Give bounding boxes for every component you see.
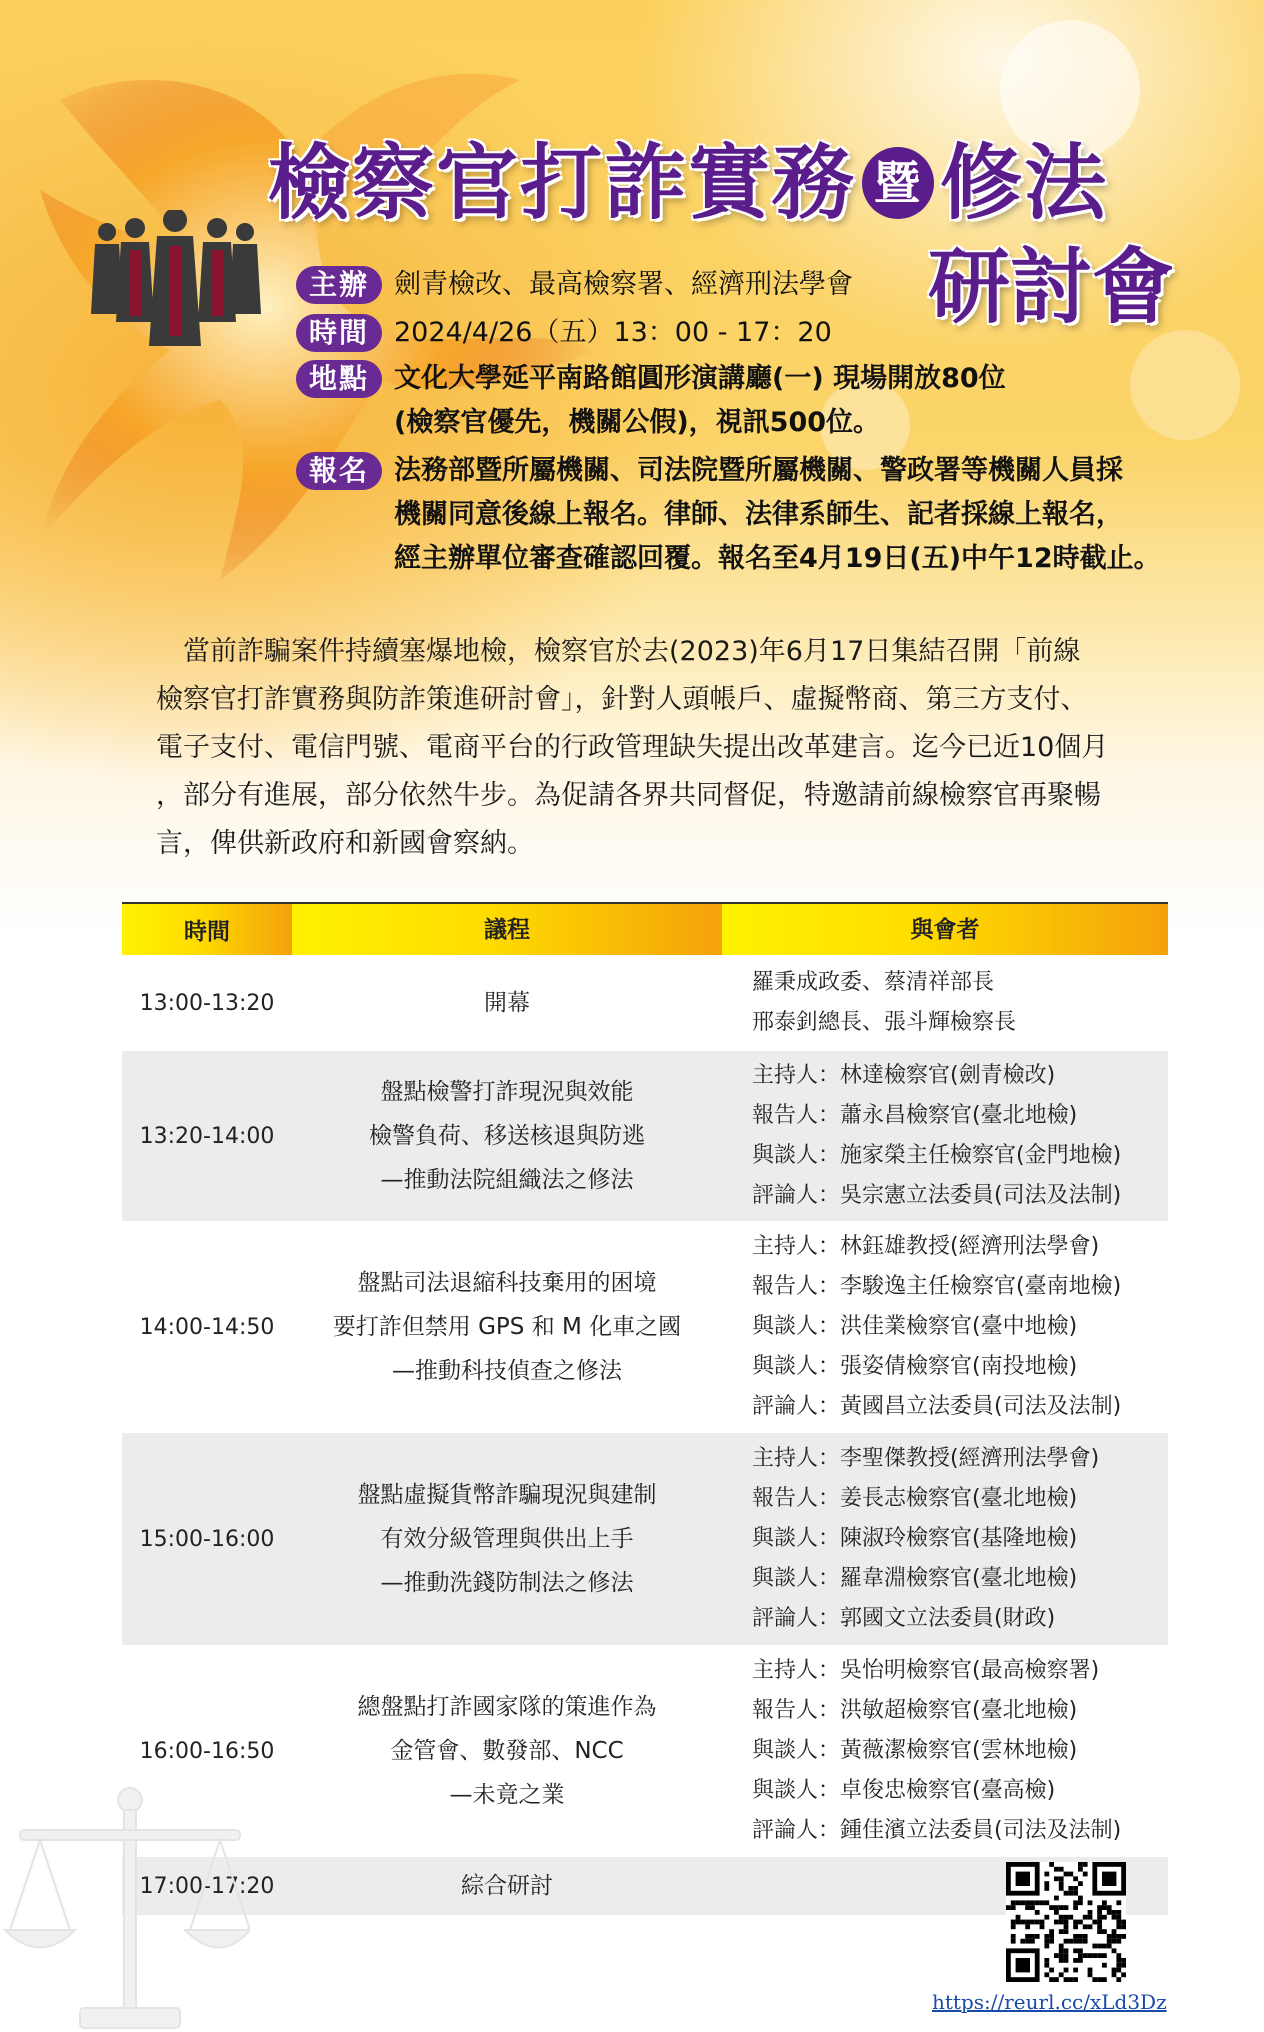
intro-line: 檢察官打詐實務與防詐策進研討會」，針對人頭帳戶、虛擬幣商、第三方支付、 [156,684,1088,715]
host-row [296,266,853,307]
topic-line: 盤點檢警打詐現況與效能 [380,1079,634,1105]
venue-line: 文化大學延平南路館圓形演講廳(一) 現場開放80位 [394,363,1006,394]
row-people [722,955,1168,1051]
intro-paragraph [156,628,1156,868]
row-topic [292,1857,722,1915]
person-line: 報告人：洪敏超檢察官(臺北地檢) [752,1698,1078,1723]
row-people [722,1645,1168,1857]
title-joint-badge: 暨 [862,147,934,219]
table-row [122,1051,1168,1221]
qr-code-icon [1006,1862,1126,1982]
person-line: 報告人：姜長志檢察官(臺北地檢) [752,1486,1078,1511]
venue-tag: 地點 [296,360,382,398]
register-line: 機關同意後線上報名。律師、法律系師生、記者採線上報名， [394,499,1123,530]
person-line: 主持人：林鈺雄教授(經濟刑法學會) [752,1234,1100,1259]
topic-line: 綜合研討 [461,1873,553,1899]
person-line: 主持人：李聖傑教授(經濟刑法學會) [752,1446,1100,1471]
person-line: 與談人：洪佳業檢察官(臺中地檢) [752,1314,1078,1339]
venue-line: (檢察官優先，機關公假)，視訊500位。 [394,407,881,438]
row-topic [292,1645,722,1857]
topic-line: —推動科技偵查之修法 [392,1358,622,1384]
table-row [122,1221,1168,1433]
register-line: 經主辦單位審查確認回覆。報名至4月19日(五)中午12時截止。 [394,543,1161,574]
schedule-header-row [122,903,1168,955]
row-time: 14:00-14:50 [139,1314,275,1340]
person-line: 主持人：林達檢察官(劍青檢改) [752,1063,1056,1088]
topic-line: 金管會、數發部、NCC [390,1738,624,1764]
register-row [296,452,1161,581]
person-line: 與談人：張姿倩檢察官(南投地檢) [752,1354,1078,1379]
title-main-right: 修法 [940,136,1109,231]
venue-row [296,360,1006,445]
table-row [122,1433,1168,1645]
register-text [394,449,1161,581]
intro-line: ，部分有進展，部分依然牛步。為促請各界共同督促，特邀請前線檢察官再聚暢 [156,780,1101,811]
prosecutor-silhouettes [85,210,265,360]
header-people: 與會者 [722,903,1168,955]
row-time: 13:20-14:00 [122,1051,292,1221]
register-tag: 報名 [296,452,382,490]
time-row [296,314,832,355]
time-tag: 時間 [296,314,382,352]
topic-line: 總盤點打詐國家隊的策進作為 [357,1694,657,1720]
row-time: 15:00-16:00 [122,1433,292,1645]
row-people [722,1433,1168,1645]
person-line: 報告人：蕭永昌檢察官(臺北地檢) [752,1103,1078,1128]
intro-line: 當前詐騙案件持續塞爆地檢，檢察官於去(2023)年6月17日集結召開「前線 [156,636,1081,667]
registration-link[interactable]: https://reurl.cc/xLd3Dz [932,1990,1167,2014]
table-row [122,955,1168,1051]
person-line: 評論人：吳宗憲立法委員(司法及法制) [752,1183,1122,1208]
person-line: 報告人：李駿逸主任檢察官(臺南地檢) [752,1274,1122,1299]
header-topic: 議程 [292,903,722,955]
row-time: 16:00-16:50 [139,1738,275,1764]
row-time: 17:00-17:20 [122,1857,292,1915]
person-line: 評論人：郭國文立法委員(財政) [752,1606,1056,1631]
event-subtitle: 研討會 [928,240,1175,335]
topic-line: —未竟之業 [449,1782,565,1808]
row-time: 13:00-13:20 [139,990,275,1016]
host-text: 劍青檢改、最高檢察署、經濟刑法學會 [394,269,853,300]
topic-line: —推動法院組織法之修法 [380,1167,634,1193]
qr-code[interactable] [1006,1862,1126,1982]
register-line: 法務部暨所屬機關、司法院暨所屬機關、警政署等機關人員採 [394,455,1123,486]
intro-line: 言，俾供新政府和新國會察納。 [156,828,534,859]
person-line: 與談人：羅韋淵檢察官(臺北地檢) [752,1566,1078,1591]
light-flare [1130,330,1240,440]
topic-line: 要打詐但禁用 GPS 和 M 化車之國 [332,1314,682,1340]
person-line: 與談人：卓俊忠檢察官(臺高檢) [752,1778,1056,1803]
topic-line: —推動洗錢防制法之修法 [380,1570,634,1596]
table-row [122,1645,1168,1857]
scale-of-justice-icon [0,1780,250,2032]
person-line: 與談人：陳淑玲檢察官(基隆地檢) [752,1526,1078,1551]
person-line: 評論人：黃國昌立法委員(司法及法制) [752,1394,1122,1419]
venue-text [394,357,1006,445]
person-line: 邢泰釗總長、張斗輝檢察長 [752,1010,1017,1035]
topic-line: 有效分級管理與供出上手 [380,1526,634,1552]
row-topic [292,1433,722,1645]
event-title [268,118,1108,235]
row-people [722,1221,1168,1433]
topic-line: 開幕 [484,990,530,1016]
topic-line: 盤點司法退縮科技棄用的困境 [357,1270,657,1296]
header-time: 時間 [122,903,292,955]
person-line: 與談人：黃薇潔檢察官(雲林地檢) [752,1738,1078,1763]
title-main-left: 檢察官打詐實務 [268,136,857,231]
row-topic [292,1221,722,1433]
intro-line: 電子支付、電信門號、電商平台的行政管理缺失提出改革建言。迄今已近10個月 [156,732,1109,763]
row-topic [292,1051,722,1221]
time-text: 2024/4/26（五）13：00 - 17：20 [394,317,832,348]
row-topic [292,955,722,1051]
person-line: 評論人：鍾佳濱立法委員(司法及法制) [752,1818,1122,1843]
topic-line: 盤點虛擬貨幣詐騙現況與建制 [357,1482,657,1508]
host-tag: 主辦 [296,266,382,304]
person-line: 主持人：吳怡明檢察官(最高檢察署) [752,1658,1100,1683]
person-line: 羅秉成政委、蔡清祥部長 [752,970,995,995]
row-people [722,1051,1168,1221]
schedule-table [122,902,1168,1915]
person-line: 與談人：施家榮主任檢察官(金門地檢) [752,1143,1122,1168]
topic-line: 檢警負荷、移送核退與防逃 [369,1123,645,1149]
